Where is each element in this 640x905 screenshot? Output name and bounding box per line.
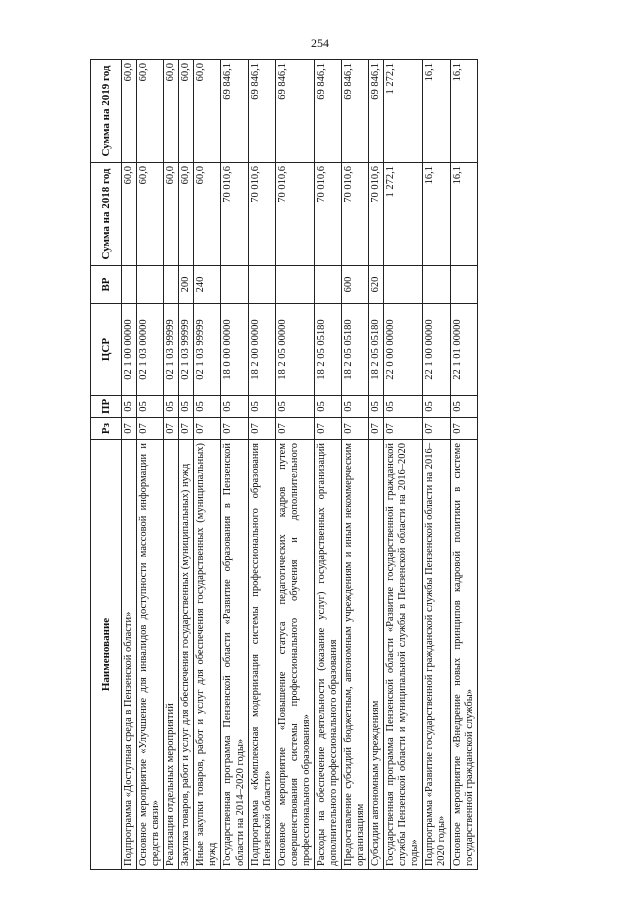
cell-rz: 07	[248, 418, 275, 440]
table-row	[221, 60, 248, 870]
cell-csr: 02 1 03 99999	[179, 304, 194, 396]
cell-csr: 18 2 05 05180	[369, 304, 384, 396]
table-row	[423, 60, 450, 870]
cell-sum-2019: 69 846,1	[275, 60, 314, 163]
cell-name: Предоставление субсидий бюджетным, автономным учреждениям и иным некоммерческим организациям	[342, 440, 369, 870]
table-row	[314, 60, 341, 870]
cell-rz: 07	[194, 418, 221, 440]
cell-sum-2018: 16,1	[423, 163, 450, 266]
cell-csr: 18 2 05 00000	[275, 304, 314, 396]
cell-name: Основное мероприятие «Повышение статуса педагогических кадров путем совершенствования системы профессионального обучения и дополнительного профессионального образования»	[275, 440, 314, 870]
cell-pr: 05	[122, 396, 137, 418]
cell-vr: 240	[194, 266, 221, 304]
cell-sum-2019: 69 846,1	[342, 60, 369, 163]
cell-sum-2019: 69 846,1	[369, 60, 384, 163]
cell-vr: 200	[179, 266, 194, 304]
cell-rz: 07	[450, 418, 477, 440]
table-row	[342, 60, 369, 870]
cell-sum-2018: 70 010,6	[248, 163, 275, 266]
cell-sum-2018: 60,0	[179, 163, 194, 266]
cell-rz: 07	[275, 418, 314, 440]
cell-vr: 620	[369, 266, 384, 304]
cell-name: Подпрограмма «Доступная среда в Пензенской области»	[122, 440, 137, 870]
cell-csr: 02 1 03 99999	[194, 304, 221, 396]
cell-pr: 05	[384, 396, 423, 418]
cell-sum-2018: 70 010,6	[221, 163, 248, 266]
table-row	[179, 60, 194, 870]
header-csr: ЦСР	[91, 304, 122, 396]
cell-rz: 07	[122, 418, 137, 440]
cell-csr: 02 1 03 99999	[164, 304, 179, 396]
cell-pr: 05	[275, 396, 314, 418]
cell-name: Основное мероприятие «Улучшение для инвалидов доступности массовой информации и средств связи»	[137, 440, 164, 870]
cell-vr	[221, 266, 248, 304]
cell-rz: 07	[221, 418, 248, 440]
cell-sum-2019: 60,0	[194, 60, 221, 163]
cell-vr	[275, 266, 314, 304]
cell-sum-2019: 60,0	[122, 60, 137, 163]
cell-sum-2019: 69 846,1	[221, 60, 248, 163]
table-row	[194, 60, 221, 870]
cell-name: Закупка товаров, работ и услуг для обеспечения государственных (муниципальных) нужд	[179, 440, 194, 870]
cell-sum-2019: 69 846,1	[248, 60, 275, 163]
cell-sum-2018: 60,0	[194, 163, 221, 266]
cell-sum-2018: 70 010,6	[314, 163, 341, 266]
cell-pr: 05	[248, 396, 275, 418]
budget-table	[90, 59, 478, 870]
cell-vr	[314, 266, 341, 304]
table-row	[137, 60, 164, 870]
cell-csr: 22 1 00 00000	[423, 304, 450, 396]
cell-sum-2018: 70 010,6	[342, 163, 369, 266]
cell-sum-2018: 1 272,1	[384, 163, 423, 266]
cell-sum-2019: 16,1	[423, 60, 450, 163]
cell-vr	[164, 266, 179, 304]
cell-pr: 05	[164, 396, 179, 418]
cell-csr: 02 1 00 00000	[122, 304, 137, 396]
table-row	[384, 60, 423, 870]
cell-vr	[384, 266, 423, 304]
cell-pr: 05	[314, 396, 341, 418]
cell-sum-2018: 60,0	[164, 163, 179, 266]
cell-rz: 07	[342, 418, 369, 440]
cell-pr: 05	[221, 396, 248, 418]
header-vr: ВР	[91, 266, 122, 304]
cell-sum-2019: 60,0	[179, 60, 194, 163]
cell-sum-2019: 1 272,1	[384, 60, 423, 163]
cell-pr: 05	[137, 396, 164, 418]
cell-sum-2018: 16,1	[450, 163, 477, 266]
cell-vr	[137, 266, 164, 304]
cell-sum-2019: 69 846,1	[314, 60, 341, 163]
cell-vr	[423, 266, 450, 304]
cell-pr: 05	[194, 396, 221, 418]
cell-rz: 07	[384, 418, 423, 440]
cell-name: Государственная программа Пензенской области «Развитие государственной гражданской службы Пензенской области и муниципальной службы в Пензенской области на 2016–2020 годы»	[384, 440, 423, 870]
cell-csr: 22 0 00 00000	[384, 304, 423, 396]
cell-rz: 07	[369, 418, 384, 440]
rotated-table-container	[90, 60, 565, 870]
cell-csr: 18 0 00 00000	[221, 304, 248, 396]
cell-pr: 05	[450, 396, 477, 418]
cell-rz: 07	[164, 418, 179, 440]
cell-vr: 600	[342, 266, 369, 304]
header-sum-2019: Сумма на 2019 год	[91, 60, 122, 163]
cell-pr: 05	[342, 396, 369, 418]
table-row	[450, 60, 477, 870]
cell-pr: 05	[179, 396, 194, 418]
cell-name: Подпрограмма «Развитие государственной гражданской службы Пензенской области на 2016–2020 годы»	[423, 440, 450, 870]
cell-sum-2019: 60,0	[137, 60, 164, 163]
cell-rz: 07	[179, 418, 194, 440]
header-rz: Рз	[91, 418, 122, 440]
table-row	[248, 60, 275, 870]
table-header-row	[91, 60, 122, 870]
cell-name: Иные закупки товаров, работ и услуг для обеспечения государственных (муниципальных) нужд	[194, 440, 221, 870]
cell-rz: 07	[423, 418, 450, 440]
cell-csr: 18 2 00 00000	[248, 304, 275, 396]
cell-name: Субсидии автономным учреждениям	[369, 440, 384, 870]
cell-vr	[248, 266, 275, 304]
cell-rz: 07	[314, 418, 341, 440]
cell-name: Государственная программа Пензенской области «Развитие образования в Пензенской области на 2014–2020 годы»	[221, 440, 248, 870]
cell-vr	[122, 266, 137, 304]
cell-sum-2018: 60,0	[122, 163, 137, 266]
cell-pr: 05	[369, 396, 384, 418]
cell-rz: 07	[137, 418, 164, 440]
cell-name: Расходы на обеспечение деятельности (оказание услуг) государственных организаций дополнительного профессионального образования	[314, 440, 341, 870]
cell-pr: 05	[423, 396, 450, 418]
cell-csr: 02 1 03 00000	[137, 304, 164, 396]
cell-csr: 18 2 05 05180	[342, 304, 369, 396]
table-row	[164, 60, 179, 870]
cell-csr: 18 2 05 05180	[314, 304, 341, 396]
cell-name: Основное мероприятие «Внедрение новых принципов кадровой политики в системе государственной гражданской службы»	[450, 440, 477, 870]
cell-sum-2019: 60,0	[164, 60, 179, 163]
cell-csr: 22 1 01 00000	[450, 304, 477, 396]
table-row	[369, 60, 384, 870]
cell-sum-2018: 70 010,6	[369, 163, 384, 266]
cell-vr	[450, 266, 477, 304]
table-row	[275, 60, 314, 870]
cell-name: Реализация отдельных мероприятий	[164, 440, 179, 870]
cell-sum-2018: 60,0	[137, 163, 164, 266]
cell-sum-2018: 70 010,6	[275, 163, 314, 266]
header-name: Наименование	[91, 440, 122, 870]
cell-name: Подпрограмма «Комплексная модернизация системы профессионального образования Пензенской области»	[248, 440, 275, 870]
table-row	[122, 60, 137, 870]
header-sum-2018: Сумма на 2018 год	[91, 163, 122, 266]
header-pr: ПР	[91, 396, 122, 418]
cell-sum-2019: 16,1	[450, 60, 477, 163]
page-number: 254	[311, 36, 329, 50]
